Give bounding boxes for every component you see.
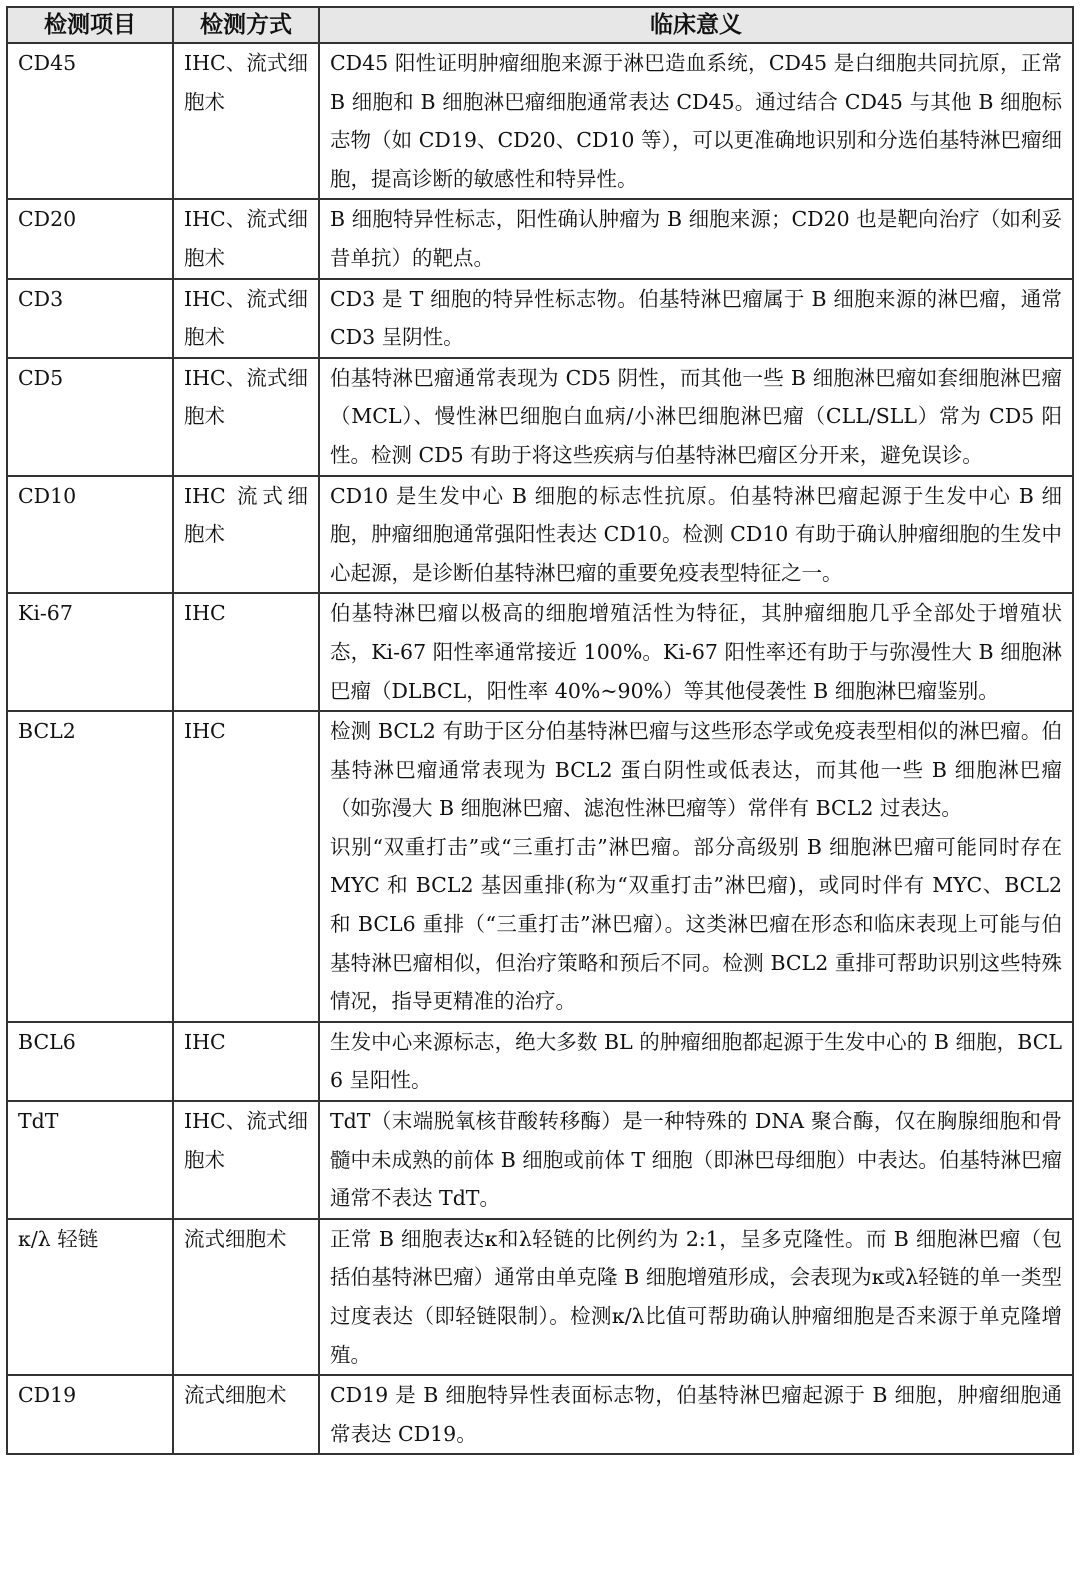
cell-method: 流式细胞术 bbox=[173, 1219, 319, 1375]
table-body bbox=[7, 43, 1073, 1454]
cell-item: TdT bbox=[7, 1101, 173, 1219]
cell-significance bbox=[319, 358, 1073, 476]
significance-paragraph: 伯基特淋巴瘤以极高的细胞增殖活性为特征，其肿瘤细胞几乎全部处于增殖状态，Ki-67 阳性率通常接近 100%。Ki-67 阳性率还有助于与弥漫性大 B 细胞淋巴瘤（DLBCL，阳性率 40%~90%）等其他侵袭性 B 细胞淋巴瘤鉴别。 bbox=[330, 601, 1062, 703]
significance-paragraph: CD10 是生发中心 B 细胞的标志性抗原。伯基特淋巴瘤起源于生发中心 B 细胞，肿瘤细胞通常强阳性表达 CD10。检测 CD10 有助于确认肿瘤细胞的生发中心起源，是诊断伯基特淋巴瘤的重要免疫表型特征之一。 bbox=[330, 483, 1062, 585]
table-row bbox=[7, 476, 1073, 594]
cell-item: CD45 bbox=[7, 43, 173, 199]
significance-paragraph: CD19 是 B 细胞特异性表面标志物，伯基特淋巴瘤起源于 B 细胞，肿瘤细胞通常表达 CD19。 bbox=[330, 1383, 1062, 1446]
cell-method: IHC、流式细胞术 bbox=[173, 43, 319, 199]
cell-significance bbox=[319, 1219, 1073, 1375]
cell-item: CD10 bbox=[7, 476, 173, 594]
cell-method: IHC、流式细胞术 bbox=[173, 199, 319, 278]
cell-significance bbox=[319, 199, 1073, 278]
cell-significance bbox=[319, 43, 1073, 199]
cell-significance bbox=[319, 593, 1073, 711]
cell-item: CD20 bbox=[7, 199, 173, 278]
table-row bbox=[7, 1219, 1073, 1375]
table-row bbox=[7, 279, 1073, 358]
cell-method: IHC bbox=[173, 593, 319, 711]
cell-item: CD3 bbox=[7, 279, 173, 358]
significance-paragraph: 伯基特淋巴瘤通常表现为 CD5 阴性，而其他一些 B 细胞淋巴瘤如套细胞淋巴瘤（MCL）、慢性淋巴细胞白血病/小淋巴细胞淋巴瘤（CLL/SLL）常为 CD5 阳性。检测 CD5 有助于将这些疾病与伯基特淋巴瘤区分开来，避免误诊。 bbox=[330, 365, 1062, 467]
header-significance: 临床意义 bbox=[319, 7, 1073, 43]
cell-item: BCL2 bbox=[7, 711, 173, 1022]
table-row bbox=[7, 43, 1073, 199]
significance-paragraph: 生发中心来源标志，绝大多数 BL 的肿瘤细胞都起源于生发中心的 B 细胞，BCL6 呈阳性。 bbox=[330, 1029, 1062, 1093]
cell-method: IHC、流式细胞术 bbox=[173, 279, 319, 358]
cell-significance bbox=[319, 711, 1073, 1022]
table-row bbox=[7, 358, 1073, 476]
significance-paragraph: CD3 是 T 细胞的特异性标志物。伯基特淋巴瘤属于 B 细胞来源的淋巴瘤，通常 CD3 呈阴性。 bbox=[330, 286, 1062, 350]
cell-item: BCL6 bbox=[7, 1022, 173, 1101]
table-row bbox=[7, 711, 1073, 1022]
significance-paragraph: 检测 BCL2 有助于区分伯基特淋巴瘤与这些形态学或免疫表型相似的淋巴瘤。伯基特淋巴瘤通常表现为 BCL2 蛋白阴性或低表达，而其他一些 B 细胞淋巴瘤（如弥漫大 B 细胞淋巴瘤、滤泡性淋巴瘤等）常伴有 BCL2 过表达。 bbox=[330, 719, 1062, 821]
cell-method: 流式细胞术 bbox=[173, 1375, 319, 1454]
cell-item: Ki-67 bbox=[7, 593, 173, 711]
table-row bbox=[7, 199, 1073, 278]
cell-item: CD19 bbox=[7, 1375, 173, 1454]
significance-paragraph: 识别“双重打击”或“三重打击”淋巴瘤。部分高级别 B 细胞淋巴瘤可能同时存在 MYC 和 BCL2 基因重排(称为“双重打击”淋巴瘤)，或同时伴有 MYC、BCL2 和 BCL6 重排（“三重打击”淋巴瘤）。这类淋巴瘤在形态和临床表现上可能与伯基特淋巴瘤相似，但治疗策略和预后不同。检测 BCL2 重排可帮助识别这些特殊情况，指导更精准的治疗。 bbox=[330, 834, 1062, 1014]
significance-paragraph: CD45 阳性证明肿瘤细胞来源于淋巴造血系统，CD45 是白细胞共同抗原，正常 B 细胞和 B 细胞淋巴瘤细胞通常表达 CD45。通过结合 CD45 与其他 B 细胞标志物（如 CD19、CD20、CD10 等），可以更准确地识别和分选伯基特淋巴瘤细胞，提高诊断的敏感性和特异性。 bbox=[330, 51, 1062, 191]
cell-method: IHC 流式细胞术 bbox=[173, 476, 319, 594]
cell-significance bbox=[319, 476, 1073, 594]
significance-paragraph: TdT（末端脱氧核苷酸转移酶）是一种特殊的 DNA 聚合酶，仅在胸腺细胞和骨髓中未成熟的前体 B 细胞或前体 T 细胞（即淋巴母细胞）中表达。伯基特淋巴瘤通常不表达 TdT。 bbox=[330, 1109, 1062, 1211]
table-row bbox=[7, 1375, 1073, 1454]
cell-item: κ/λ 轻链 bbox=[7, 1219, 173, 1375]
marker-table bbox=[6, 6, 1074, 1455]
cell-item: CD5 bbox=[7, 358, 173, 476]
cell-significance bbox=[319, 1101, 1073, 1219]
cell-significance bbox=[319, 279, 1073, 358]
table-row bbox=[7, 1101, 1073, 1219]
cell-method: IHC、流式细胞术 bbox=[173, 1101, 319, 1219]
header-row bbox=[7, 7, 1073, 43]
significance-paragraph: 正常 B 细胞表达κ和λ轻链的比例约为 2:1，呈多克隆性。而 B 细胞淋巴瘤（包括伯基特淋巴瘤）通常由单克隆 B 细胞增殖形成，会表现为κ或λ轻链的单一类型过度表达（即轻链限制）。检测κ/λ比值可帮助确认肿瘤细胞是否来源于单克隆增殖。 bbox=[330, 1226, 1062, 1367]
cell-significance bbox=[319, 1375, 1073, 1454]
cell-method: IHC bbox=[173, 1022, 319, 1101]
cell-significance bbox=[319, 1022, 1073, 1101]
header-method: 检测方式 bbox=[173, 7, 319, 43]
cell-method: IHC、流式细胞术 bbox=[173, 358, 319, 476]
header-item: 检测项目 bbox=[7, 7, 173, 43]
cell-method: IHC bbox=[173, 711, 319, 1022]
table-row bbox=[7, 1022, 1073, 1101]
table-row bbox=[7, 593, 1073, 711]
significance-paragraph: B 细胞特异性标志，阳性确认肿瘤为 B 细胞来源；CD20 也是靶向治疗（如利妥昔单抗）的靶点。 bbox=[330, 207, 1062, 270]
